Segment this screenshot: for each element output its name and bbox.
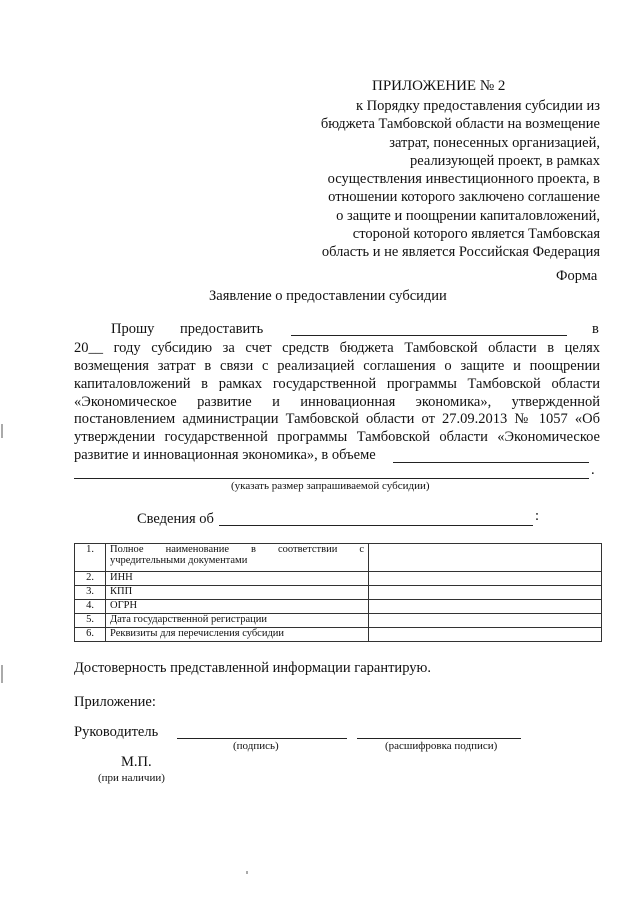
appendix-line: область и не является Российская Федерация xyxy=(321,244,600,261)
stamp-label: М.П. xyxy=(121,754,152,770)
info-colon: : xyxy=(535,508,540,524)
row-number: 2. xyxy=(75,572,106,586)
row-value-cell[interactable] xyxy=(369,628,602,642)
document-title: Заявление о предоставлении субсидии xyxy=(209,288,447,304)
row-number: 3. xyxy=(75,586,106,600)
amount-line-2[interactable] xyxy=(74,478,589,479)
recipient-name-line[interactable] xyxy=(291,335,567,336)
row-number: 1. xyxy=(75,544,106,572)
amount-line-1[interactable] xyxy=(393,462,589,463)
table-row xyxy=(75,614,602,628)
row-value-cell[interactable] xyxy=(369,600,602,614)
info-label: Сведения об xyxy=(137,511,214,527)
scan-artifact xyxy=(1,424,3,438)
table-row xyxy=(75,586,602,600)
row-label: ИНН xyxy=(106,572,369,586)
body-line: развитие и инновационная экономика», в объеме xyxy=(74,447,376,463)
signature-line[interactable] xyxy=(177,738,347,739)
row-value-cell[interactable] xyxy=(369,544,602,572)
guarantee-statement: Достоверность представленной информации гарантирую. xyxy=(74,660,431,676)
appendix-description xyxy=(290,97,600,262)
row-label xyxy=(106,544,369,572)
body-word-predostavit: предоставить xyxy=(180,321,264,337)
row-label-line: Полное наименование в соответствии с xyxy=(110,544,364,555)
organization-info-table xyxy=(74,543,602,642)
body-line: 20__ году субсидию за счет средств бюджета Тамбовской области в целях xyxy=(74,340,600,356)
body-word-prosbu: Прошу xyxy=(111,321,155,337)
row-label: Дата государственной регистрации xyxy=(106,614,369,628)
row-label: ОГРН xyxy=(106,600,369,614)
row-value-cell[interactable] xyxy=(369,572,602,586)
table-row xyxy=(75,572,602,586)
row-number: 6. xyxy=(75,628,106,642)
signature-decode-hint: (расшифровка подписи) xyxy=(385,740,498,752)
table-row xyxy=(75,544,602,572)
head-label: Руководитель xyxy=(74,724,159,740)
body-line: возмещения затрат в связи с реализацией соглашения о защите и поощрении xyxy=(74,358,600,374)
row-value-cell[interactable] xyxy=(369,614,602,628)
appendix-line: реализующей проект, в рамках xyxy=(410,152,600,169)
appendix-line: бюджета Тамбовской области на возмещение xyxy=(320,116,600,133)
body-word-v: в xyxy=(592,321,599,337)
attachment-label: Приложение: xyxy=(74,694,156,710)
amount-hint: (указать размер запрашиваемой субсидии) xyxy=(231,480,430,492)
table-row xyxy=(75,600,602,614)
appendix-line: осуществления инвестиционного проекта, в xyxy=(327,171,600,188)
scan-artifact xyxy=(246,871,248,874)
table-row xyxy=(75,628,602,642)
form-label: Форма xyxy=(556,268,598,284)
appendix-title: ПРИЛОЖЕНИЕ № 2 xyxy=(372,78,506,94)
appendix-line: затрат, понесенных организацией, xyxy=(389,134,600,151)
row-label: КПП xyxy=(106,586,369,600)
scan-artifact xyxy=(1,665,3,683)
organization-name-line[interactable] xyxy=(219,525,533,526)
row-label-line: учредительными документами xyxy=(110,555,248,566)
appendix-line: о защите и поощрении капиталовложений, xyxy=(336,207,600,224)
row-label: Реквизиты для перечисления субсидии xyxy=(106,628,369,642)
appendix-line: отношении которого заключено соглашение xyxy=(328,189,600,206)
appendix-line: к Порядку предоставления субсидии из xyxy=(355,98,600,114)
row-value-cell[interactable] xyxy=(369,586,602,600)
body-line: утверждении государственной программы Тамбовской области «Экономическое xyxy=(74,429,600,445)
body-line: постановлением администрации Тамбовской области от 27.09.2013 № 1057 «Об xyxy=(74,411,600,427)
body-line: «Экономическое развитие и инновационная экономика», утвержденной xyxy=(74,394,600,410)
body-line: капиталовложений в рамках государственной программы Тамбовской области xyxy=(74,376,600,392)
appendix-line: стороной которого является Тамбовская xyxy=(352,226,600,243)
stamp-hint: (при наличии) xyxy=(98,772,165,784)
row-number: 4. xyxy=(75,600,106,614)
signature-hint: (подпись) xyxy=(233,740,279,752)
signature-decode-line[interactable] xyxy=(357,738,521,739)
amount-end-dot: . xyxy=(591,462,595,478)
row-number: 5. xyxy=(75,614,106,628)
